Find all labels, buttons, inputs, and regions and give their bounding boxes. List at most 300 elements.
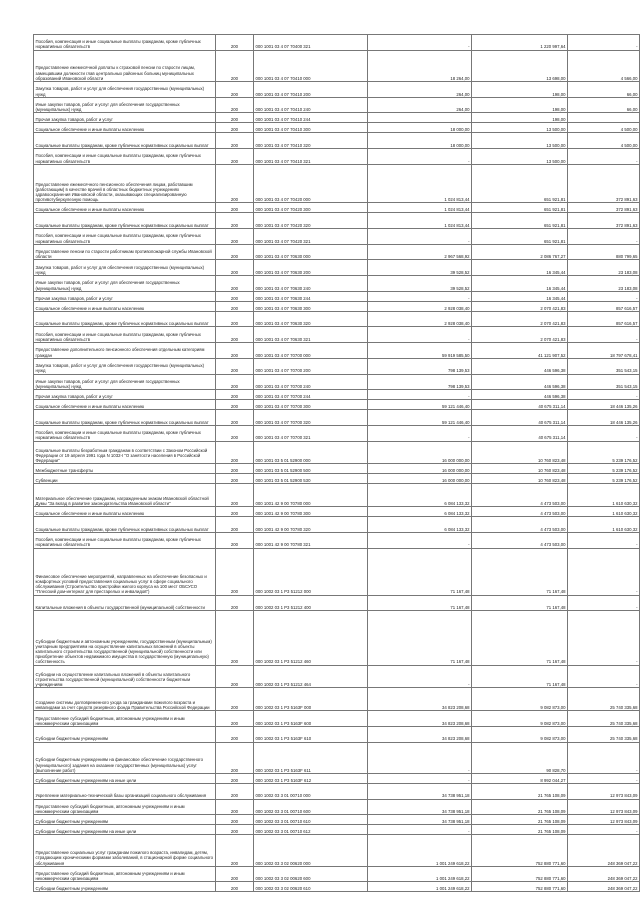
executed-amount-cell: 71 167,48 xyxy=(472,611,568,665)
table-row xyxy=(34,517,640,533)
approved-amount-cell: 798 139,53 xyxy=(368,374,472,390)
expense-name-cell: Социальные выплаты гражданам, кроме публичных нормативных социальных выплат xyxy=(34,133,216,149)
line-code-cell: 200 xyxy=(216,464,254,474)
executed-amount-cell: 40 675 311,14 xyxy=(472,400,568,410)
unexecuted-amount-cell: 18 446 135,26 xyxy=(568,410,640,426)
unexecuted-amount-cell: 372 891,63 xyxy=(568,203,640,213)
line-code-cell: 200 xyxy=(216,113,254,123)
budget-classification-code-cell: 000 1001 03 4 07 70700 240 xyxy=(254,374,368,390)
executed-amount-cell: 16 345,44 xyxy=(472,291,568,301)
budget-classification-code-cell: 000 1002 03 1 P3 5163F 611 xyxy=(254,742,368,773)
table-row xyxy=(34,726,640,742)
expense-name-cell: Создание системы долговременного ухода за гражданами пожилого возраста и инвалидами за счет средств резервного фонда Правительства Российской Федерации xyxy=(34,688,216,711)
approved-amount-cell: 264,00 xyxy=(368,97,472,113)
line-code-cell: 200 xyxy=(216,410,254,426)
table-row xyxy=(34,113,640,123)
approved-amount-cell: 798 139,53 xyxy=(368,358,472,374)
line-code-cell: 200 xyxy=(216,711,254,727)
unexecuted-amount-cell: - xyxy=(568,595,640,611)
expense-name-cell: Иные закупки товаров, работ и услуг для обеспечения государственных (муниципальных) нужд xyxy=(34,374,216,390)
executed-amount-cell: 198,00 xyxy=(472,97,568,113)
line-code-cell: 200 xyxy=(216,82,254,98)
budget-classification-code-cell: 000 1002 03 3 01 00710 600 xyxy=(254,799,368,815)
executed-amount-cell: 13 698,00 xyxy=(472,50,568,81)
table-row xyxy=(34,882,640,892)
approved-amount-cell: - xyxy=(368,291,472,301)
unexecuted-amount-cell: 880 799,65 xyxy=(568,244,640,260)
line-code-cell: 200 xyxy=(216,507,254,517)
table-row xyxy=(34,665,640,688)
expense-name-cell: Субсидии бюджетным учреждениям на иные цели xyxy=(34,825,216,835)
unexecuted-amount-cell: - xyxy=(568,532,640,548)
budget-classification-code-cell: 000 1001 03 5 01 52900 000 xyxy=(254,441,368,464)
unexecuted-amount-cell: 4 566,00 xyxy=(568,50,640,81)
line-code-cell: 200 xyxy=(216,726,254,742)
line-code-cell: 200 xyxy=(216,244,254,260)
approved-amount-cell: 6 084 133,32 xyxy=(368,507,472,517)
executed-amount-cell: 10 760 823,48 xyxy=(472,474,568,484)
expense-name-cell: Пособия, компенсация и иные социальные выплаты гражданам, кроме публичных нормативных обязательств xyxy=(34,35,216,51)
approved-amount-cell: 71 167,48 xyxy=(368,611,472,665)
approved-amount-cell: 71 167,48 xyxy=(368,595,472,611)
line-code-cell: 200 xyxy=(216,301,254,311)
budget-classification-code-cell: 000 1001 42 9 00 70780 000 xyxy=(254,484,368,507)
table-row xyxy=(34,441,640,464)
approved-amount-cell: 1 001 249 618,22 xyxy=(368,882,472,892)
approved-amount-cell: 39 528,52 xyxy=(368,260,472,276)
budget-classification-code-cell: 000 1002 03 1 P3 5163F 612 xyxy=(254,774,368,784)
line-code-cell: 200 xyxy=(216,517,254,533)
line-code-cell: 200 xyxy=(216,213,254,229)
unexecuted-amount-cell: - xyxy=(568,390,640,400)
approved-amount-cell: - xyxy=(368,327,472,343)
unexecuted-amount-cell: 12 973 843,09 xyxy=(568,799,640,815)
unexecuted-amount-cell: - xyxy=(568,327,640,343)
line-code-cell: 200 xyxy=(216,474,254,484)
unexecuted-amount-cell: 66,00 xyxy=(568,97,640,113)
unexecuted-amount-cell: - xyxy=(568,149,640,165)
table-row xyxy=(34,783,640,799)
expense-name-cell: Укрепление материально-технической базы организаций социального обслуживания xyxy=(34,783,216,799)
table-row xyxy=(34,374,640,390)
expense-name-cell: Социальное обеспечение и иные выплаты населению xyxy=(34,507,216,517)
executed-amount-cell: 752 880 771,60 xyxy=(472,882,568,892)
expense-name-cell: Закупка товаров, работ и услуг для обеспечения государственных (муниципальных) нужд xyxy=(34,82,216,98)
line-code-cell: 200 xyxy=(216,311,254,327)
budget-classification-code-cell: 000 1002 03 3 02 00620 610 xyxy=(254,882,368,892)
executed-amount-cell: 21 765 108,09 xyxy=(472,783,568,799)
line-code-cell: 200 xyxy=(216,35,254,51)
table-row xyxy=(34,548,640,595)
approved-amount-cell: 18 264,00 xyxy=(368,50,472,81)
approved-amount-cell: 16 000 000,00 xyxy=(368,441,472,464)
executed-amount-cell: 2 070 421,83 xyxy=(472,301,568,311)
line-code-cell: 200 xyxy=(216,783,254,799)
expense-name-cell: Материальное обеспечение гражданам, награжденным знаком Ивановской областной Думы "За вклад в развитие законодательства Ивановской области" xyxy=(34,484,216,507)
unexecuted-amount-cell: 18 446 135,26 xyxy=(568,400,640,410)
executed-amount-cell: 2 070 421,83 xyxy=(472,327,568,343)
unexecuted-amount-cell: 23 183,08 xyxy=(568,276,640,292)
unexecuted-amount-cell: 12 973 843,09 xyxy=(568,815,640,825)
expense-name-cell: Субсидии на осуществление капитальных вложений в объекты капитального строительства государственной (муниципальной) собственности бюджетным учреждениям xyxy=(34,665,216,688)
approved-amount-cell: 2 928 038,40 xyxy=(368,311,472,327)
table-body xyxy=(34,35,640,892)
approved-amount-cell: 1 001 249 618,22 xyxy=(368,866,472,882)
approved-amount-cell: 2 928 038,40 xyxy=(368,301,472,311)
expense-name-cell: Субсидии бюджетным учреждениям на иные цели xyxy=(34,774,216,784)
expense-name-cell: Социальные выплаты гражданам, кроме публичных нормативных социальных выплат xyxy=(34,517,216,533)
table-row xyxy=(34,595,640,611)
budget-classification-code-cell: 000 1001 03 4 07 70630 320 xyxy=(254,311,368,327)
expense-name-cell: Предоставление субсидий бюджетным, автономным учреждениям и иным некоммерческим организациям xyxy=(34,799,216,815)
expense-name-cell: Межбюджетные трансферты xyxy=(34,464,216,474)
executed-amount-cell: 2 070 421,83 xyxy=(472,311,568,327)
table-row xyxy=(34,213,640,229)
executed-amount-cell: 752 880 771,60 xyxy=(472,835,568,866)
line-code-cell: 200 xyxy=(216,866,254,882)
executed-amount-cell: 13 500,00 xyxy=(472,149,568,165)
unexecuted-amount-cell: - xyxy=(568,825,640,835)
line-code-cell: 200 xyxy=(216,260,254,276)
expense-name-cell: Социальные выплаты гражданам, кроме публичных нормативных социальных выплат xyxy=(34,213,216,229)
approved-amount-cell: - xyxy=(368,774,472,784)
expense-name-cell: Пособия, компенсации и иные социальные выплаты гражданам, кроме публичных нормативных обязательств xyxy=(34,229,216,245)
approved-amount-cell: 59 919 585,50 xyxy=(368,343,472,359)
executed-amount-cell: 10 760 823,48 xyxy=(472,464,568,474)
table-row xyxy=(34,50,640,81)
executed-amount-cell: 651 921,81 xyxy=(472,203,568,213)
executed-amount-cell: 446 596,38 xyxy=(472,374,568,390)
unexecuted-amount-cell: 1 610 630,32 xyxy=(568,507,640,517)
line-code-cell: 200 xyxy=(216,358,254,374)
budget-classification-code-cell: 000 1001 42 9 00 70780 321 xyxy=(254,532,368,548)
unexecuted-amount-cell: - xyxy=(568,229,640,245)
table-row xyxy=(34,291,640,301)
expense-name-cell: Прочая закупка товаров, работ и услуг xyxy=(34,390,216,400)
budget-classification-code-cell: 000 1002 03 3 02 00620 600 xyxy=(254,866,368,882)
executed-amount-cell: 651 921,81 xyxy=(472,164,568,203)
approved-amount-cell: 34 823 208,68 xyxy=(368,711,472,727)
line-code-cell: 200 xyxy=(216,291,254,301)
table-row xyxy=(34,276,640,292)
table-row xyxy=(34,611,640,665)
budget-execution-table xyxy=(33,34,640,892)
table-row xyxy=(34,203,640,213)
line-code-cell: 200 xyxy=(216,548,254,595)
expense-name-cell: Социальные выплаты безработным гражданам в соответствии с Законом Российской Федерации от 19 апреля 1991 года N 1032-I "О занятости населения в Российской Федерации" xyxy=(34,441,216,464)
budget-classification-code-cell: 000 1001 03 4 07 70410 200 xyxy=(254,82,368,98)
expense-name-cell: Предоставление пенсии по старости работникам противопожарной службы Ивановской области xyxy=(34,244,216,260)
unexecuted-amount-cell: - xyxy=(568,774,640,784)
expense-name-cell: Прочая закупка товаров, работ и услуг xyxy=(34,113,216,123)
line-code-cell: 200 xyxy=(216,742,254,773)
unexecuted-amount-cell: 248 369 047,22 xyxy=(568,866,640,882)
budget-classification-code-cell: 000 1001 03 4 07 70700 200 xyxy=(254,358,368,374)
executed-amount-cell: 446 596,38 xyxy=(472,358,568,374)
budget-classification-code-cell: 000 1002 03 1 P3 51212 464 xyxy=(254,665,368,688)
approved-amount-cell xyxy=(368,113,472,123)
approved-amount-cell: - xyxy=(368,229,472,245)
line-code-cell: 200 xyxy=(216,882,254,892)
unexecuted-amount-cell: 5 239 176,52 xyxy=(568,464,640,474)
table-row xyxy=(34,164,640,203)
expense-name-cell: Социальное обеспечение и иные выплаты населению xyxy=(34,203,216,213)
approved-amount-cell: 16 000 000,00 xyxy=(368,464,472,474)
executed-amount-cell: 21 765 108,09 xyxy=(472,825,568,835)
approved-amount-cell: 1 024 813,44 xyxy=(368,164,472,203)
executed-amount-cell: 752 880 771,60 xyxy=(472,866,568,882)
executed-amount-cell: 2 086 767,27 xyxy=(472,244,568,260)
executed-amount-cell: 9 082 873,00 xyxy=(472,726,568,742)
budget-classification-code-cell: 000 1001 03 4 07 70410 244 xyxy=(254,113,368,123)
table-row xyxy=(34,390,640,400)
line-code-cell: 200 xyxy=(216,688,254,711)
expense-name-cell: Прочая закупка товаров, работ и услуг xyxy=(34,291,216,301)
line-code-cell: 200 xyxy=(216,400,254,410)
executed-amount-cell: 13 500,00 xyxy=(472,133,568,149)
expense-name-cell: Иные закупки товаров, работ и услуг для обеспечения государственных (муниципальных) нужд xyxy=(34,276,216,292)
table-row xyxy=(34,711,640,727)
budget-classification-code-cell: 000 1001 03 4 07 70400 321 xyxy=(254,35,368,51)
table-row xyxy=(34,327,640,343)
unexecuted-amount-cell: - xyxy=(568,611,640,665)
budget-classification-code-cell: 000 1001 03 4 07 70420 321 xyxy=(254,229,368,245)
line-code-cell: 200 xyxy=(216,374,254,390)
executed-amount-cell: 21 765 108,09 xyxy=(472,799,568,815)
expense-name-cell: Субсидии бюджетным учреждениям xyxy=(34,726,216,742)
executed-amount-cell: 8 992 044,27 xyxy=(472,774,568,784)
unexecuted-amount-cell: 25 740 335,68 xyxy=(568,711,640,727)
unexecuted-amount-cell: 25 740 335,68 xyxy=(568,688,640,711)
unexecuted-amount-cell: 5 239 176,52 xyxy=(568,474,640,484)
approved-amount-cell: - xyxy=(368,532,472,548)
expense-name-cell: Предоставление социальных услуг гражданам пожилого возраста, инвалидам, детям, страдающим хроническими формами заболеваний, в стационарной форме социального обслуживания xyxy=(34,835,216,866)
table-row xyxy=(34,507,640,517)
budget-classification-code-cell: 000 1001 03 5 01 52900 530 xyxy=(254,474,368,484)
approved-amount-cell: 34 738 951,18 xyxy=(368,783,472,799)
table-row xyxy=(34,484,640,507)
expense-name-cell: Социальное обеспечение и иные выплаты населению xyxy=(34,301,216,311)
unexecuted-amount-cell: - xyxy=(568,665,640,688)
budget-classification-code-cell: 000 1001 03 4 07 70410 320 xyxy=(254,133,368,149)
table-row xyxy=(34,866,640,882)
table-row xyxy=(34,123,640,133)
table-row xyxy=(34,260,640,276)
unexecuted-amount-cell: 1 610 630,32 xyxy=(568,517,640,533)
line-code-cell: 200 xyxy=(216,203,254,213)
approved-amount-cell: 264,00 xyxy=(368,82,472,98)
line-code-cell: 200 xyxy=(216,595,254,611)
line-code-cell: 200 xyxy=(216,774,254,784)
executed-amount-cell: 13 500,00 xyxy=(472,123,568,133)
table-row xyxy=(34,532,640,548)
line-code-cell: 200 xyxy=(216,133,254,149)
unexecuted-amount-cell: - xyxy=(568,548,640,595)
table-row xyxy=(34,474,640,484)
unexecuted-amount-cell: 25 740 335,68 xyxy=(568,726,640,742)
line-code-cell: 200 xyxy=(216,123,254,133)
budget-classification-code-cell: 000 1002 03 1 P3 5163F 610 xyxy=(254,726,368,742)
table-row xyxy=(34,343,640,359)
expense-name-cell: Субсидии бюджетным учреждениям xyxy=(34,815,216,825)
line-code-cell: 200 xyxy=(216,390,254,400)
line-code-cell: 200 xyxy=(216,484,254,507)
budget-classification-code-cell: 000 1001 03 4 07 70420 320 xyxy=(254,213,368,229)
budget-classification-code-cell: 000 1001 03 4 07 70420 000 xyxy=(254,164,368,203)
table-row xyxy=(34,229,640,245)
budget-classification-code-cell: 000 1001 42 9 00 70780 320 xyxy=(254,517,368,533)
executed-amount-cell: 9 082 873,00 xyxy=(472,688,568,711)
approved-amount-cell: 18 000,00 xyxy=(368,123,472,133)
budget-classification-code-cell: 000 1001 03 4 07 70410 300 xyxy=(254,123,368,133)
executed-amount-cell: 4 473 503,00 xyxy=(472,532,568,548)
budget-classification-code-cell: 000 1002 03 1 P3 5163F 000 xyxy=(254,688,368,711)
approved-amount-cell: 34 738 951,18 xyxy=(368,799,472,815)
approved-amount-cell: - xyxy=(368,35,472,51)
unexecuted-amount-cell: 4 500,00 xyxy=(568,123,640,133)
expense-name-cell: Иные закупки товаров, работ и услуг для обеспечения государственных (муниципальных) нужд xyxy=(34,97,216,113)
approved-amount-cell: 59 121 446,40 xyxy=(368,410,472,426)
executed-amount-cell: 40 675 311,14 xyxy=(472,425,568,441)
expense-name-cell: Закупка товаров, работ и услуг для обеспечения государственных (муниципальных) нужд xyxy=(34,260,216,276)
executed-amount-cell: 1 220 997,64 xyxy=(472,35,568,51)
executed-amount-cell: 446 596,38 xyxy=(472,390,568,400)
expense-name-cell: Пособия, компенсации и иные социальные выплаты гражданам, кроме публичных нормативных обязательств xyxy=(34,532,216,548)
unexecuted-amount-cell: - xyxy=(568,35,640,51)
line-code-cell: 200 xyxy=(216,441,254,464)
approved-amount-cell: - xyxy=(368,149,472,165)
approved-amount-cell: 6 084 133,32 xyxy=(368,484,472,507)
expense-name-cell: Предоставление субсидий бюджетным, автономным учреждениям и иным некоммерческим организациям xyxy=(34,711,216,727)
expense-name-cell: Предоставление ежемесячной доплаты к страховой пенсии по старости лицам, замещавшим должности глав центральных районных больниц муниципальных образований Ивановской области xyxy=(34,50,216,81)
table-row xyxy=(34,742,640,773)
expense-name-cell: Предоставление дополнительного пенсионного обеспечения отдельным категориям граждан xyxy=(34,343,216,359)
budget-classification-code-cell: 000 1001 03 4 07 70630 240 xyxy=(254,276,368,292)
approved-amount-cell: 2 967 568,92 xyxy=(368,244,472,260)
executed-amount-cell: 41 121 907,52 xyxy=(472,343,568,359)
unexecuted-amount-cell: - xyxy=(568,425,640,441)
unexecuted-amount-cell: 66,00 xyxy=(568,82,640,98)
table-row xyxy=(34,358,640,374)
approved-amount-cell: 34 738 951,18 xyxy=(368,815,472,825)
executed-amount-cell: 16 345,44 xyxy=(472,276,568,292)
budget-classification-code-cell: 000 1002 03 1 P3 51212 000 xyxy=(254,548,368,595)
executed-amount-cell: 9 082 873,00 xyxy=(472,711,568,727)
approved-amount-cell: 1 001 249 618,22 xyxy=(368,835,472,866)
budget-classification-code-cell: 000 1001 03 4 07 70700 320 xyxy=(254,410,368,426)
unexecuted-amount-cell: - xyxy=(568,742,640,773)
approved-amount-cell: - xyxy=(368,742,472,773)
expense-name-cell: Субсидии бюджетным и автономным учреждениям, государственным (муниципальным) унитарным предприятиям на осуществление капитальных вложений в объекты капитального строительства государственной (муниципальной) собственности или приобретение объектов недвижимого имущества в государственную (муниципальную) собственность xyxy=(34,611,216,665)
approved-amount-cell: 71 167,48 xyxy=(368,548,472,595)
table-row xyxy=(34,244,640,260)
line-code-cell: 200 xyxy=(216,425,254,441)
line-code-cell: 200 xyxy=(216,665,254,688)
budget-classification-code-cell: 000 1002 03 3 01 00710 000 xyxy=(254,783,368,799)
unexecuted-amount-cell: 248 369 047,22 xyxy=(568,882,640,892)
unexecuted-amount-cell: 5 239 176,52 xyxy=(568,441,640,464)
table-row xyxy=(34,410,640,426)
approved-amount-cell: 18 000,00 xyxy=(368,133,472,149)
table-row xyxy=(34,97,640,113)
approved-amount-cell: 1 024 813,44 xyxy=(368,213,472,229)
executed-amount-cell: 71 167,48 xyxy=(472,595,568,611)
line-code-cell: 200 xyxy=(216,149,254,165)
line-code-cell: 200 xyxy=(216,97,254,113)
expense-name-cell: Субвенции xyxy=(34,474,216,484)
budget-classification-code-cell: 000 1001 42 9 00 70780 300 xyxy=(254,507,368,517)
executed-amount-cell: 16 345,44 xyxy=(472,260,568,276)
budget-classification-code-cell: 000 1001 03 4 07 70700 321 xyxy=(254,425,368,441)
budget-classification-code-cell: 000 1002 03 3 01 00710 612 xyxy=(254,825,368,835)
executed-amount-cell: 10 760 823,48 xyxy=(472,441,568,464)
budget-classification-code-cell: 000 1001 03 4 07 70630 321 xyxy=(254,327,368,343)
executed-amount-cell: 198,00 xyxy=(472,113,568,123)
line-code-cell: 200 xyxy=(216,611,254,665)
expense-name-cell: Закупка товаров, работ и услуг для обеспечения государственных (муниципальных) нужд xyxy=(34,358,216,374)
table-row xyxy=(34,82,640,98)
unexecuted-amount-cell: 372 891,63 xyxy=(568,164,640,203)
expense-name-cell: Субсидии бюджетным учреждениям xyxy=(34,882,216,892)
expense-name-cell: Пособия, компенсации и иные социальные выплаты гражданам, кроме публичных нормативных обязательств xyxy=(34,425,216,441)
budget-classification-code-cell: 000 1001 03 4 07 70410 000 xyxy=(254,50,368,81)
executed-amount-cell: 4 473 503,00 xyxy=(472,507,568,517)
expense-name-cell: Субсидии бюджетным учреждениям на финансовое обеспечение государственного (муниципального) задания на оказание государственных (муниципальных) услуг (выполнение работ) xyxy=(34,742,216,773)
expense-name-cell: Социальное обеспечение и иные выплаты населению xyxy=(34,123,216,133)
expense-name-cell: Социальные выплаты гражданам, кроме публичных нормативных социальных выплат xyxy=(34,410,216,426)
budget-classification-code-cell: 000 1002 03 1 P3 51212 400 xyxy=(254,595,368,611)
table-row xyxy=(34,133,640,149)
budget-classification-code-cell: 000 1001 03 4 07 70410 321 xyxy=(254,149,368,165)
budget-classification-code-cell: 000 1002 03 3 02 00620 000 xyxy=(254,835,368,866)
unexecuted-amount-cell xyxy=(568,113,640,123)
table-row xyxy=(34,35,640,51)
unexecuted-amount-cell: 1 610 630,32 xyxy=(568,484,640,507)
executed-amount-cell: 21 765 108,09 xyxy=(472,815,568,825)
table-row xyxy=(34,688,640,711)
table-row xyxy=(34,799,640,815)
line-code-cell: 200 xyxy=(216,825,254,835)
approved-amount-cell: 39 528,52 xyxy=(368,276,472,292)
table-row xyxy=(34,825,640,835)
expense-name-cell: Предоставление субсидий бюджетным, автономным учреждениям и иным некоммерческим организациям xyxy=(34,866,216,882)
unexecuted-amount-cell: 248 369 047,22 xyxy=(568,835,640,866)
budget-classification-code-cell: 000 1001 03 4 07 70410 240 xyxy=(254,97,368,113)
approved-amount-cell: - xyxy=(368,825,472,835)
approved-amount-cell: 34 823 208,68 xyxy=(368,688,472,711)
budget-classification-code-cell: 000 1001 03 4 07 70630 000 xyxy=(254,244,368,260)
executed-amount-cell: 90 828,70 xyxy=(472,742,568,773)
approved-amount-cell: 1 024 813,44 xyxy=(368,203,472,213)
budget-classification-code-cell: 000 1001 03 4 07 70420 300 xyxy=(254,203,368,213)
approved-amount-cell: 6 084 133,32 xyxy=(368,517,472,533)
line-code-cell: 200 xyxy=(216,815,254,825)
budget-classification-code-cell: 000 1001 03 4 07 70630 200 xyxy=(254,260,368,276)
line-code-cell: 200 xyxy=(216,229,254,245)
table-row xyxy=(34,425,640,441)
approved-amount-cell: 59 121 446,40 xyxy=(368,400,472,410)
budget-classification-code-cell: 000 1001 03 5 01 52900 500 xyxy=(254,464,368,474)
executed-amount-cell: 71 167,48 xyxy=(472,665,568,688)
table-row xyxy=(34,835,640,866)
approved-amount-cell: - xyxy=(368,665,472,688)
table-row xyxy=(34,149,640,165)
approved-amount-cell: - xyxy=(368,390,472,400)
unexecuted-amount-cell: 12 973 843,09 xyxy=(568,783,640,799)
approved-amount-cell: 16 000 000,00 xyxy=(368,474,472,484)
expense-name-cell: Пособия, компенсации и иные социальные выплаты гражданам, кроме публичных нормативных обязательств xyxy=(34,327,216,343)
unexecuted-amount-cell: 857 616,57 xyxy=(568,311,640,327)
